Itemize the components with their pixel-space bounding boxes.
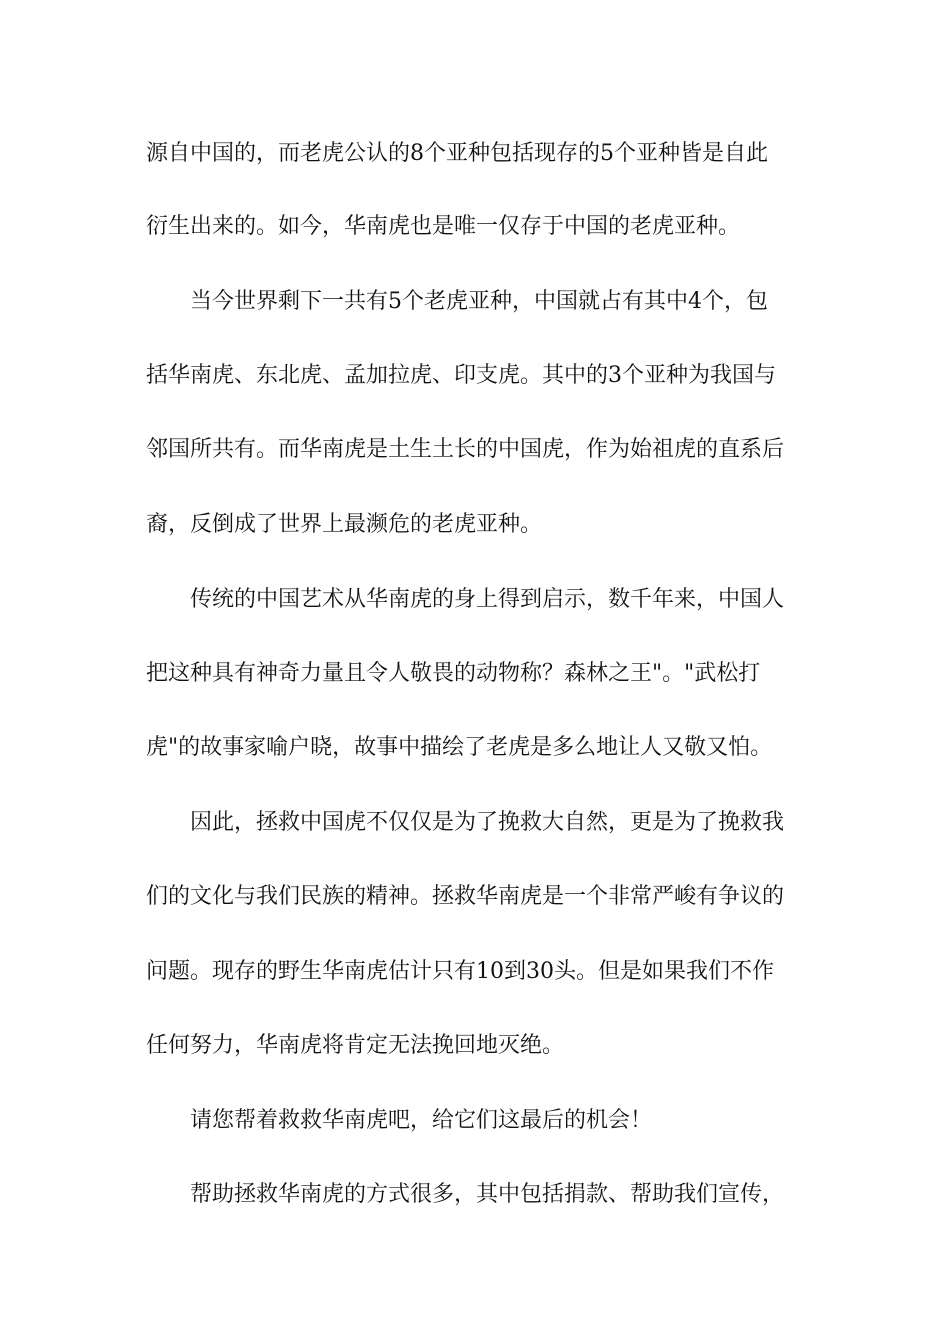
text-line: 裔，反倒成了世界上最濒危的老虎亚种。	[146, 512, 543, 537]
text-line: 衍生出来的。如今，华南虎也是唯一仅存于中国的老虎亚种。	[146, 214, 741, 239]
text-line: 当今世界剩下一共有5个老虎亚种，中国就占有其中4个，包	[190, 289, 768, 314]
text-line: 帮助拯救华南虎的方式很多，其中包括捐款、帮助我们宣传，	[190, 1182, 785, 1207]
text-line: 虎"的故事家喻户晓，故事中描绘了老虎是多么地让人又敬又怕。	[146, 735, 773, 760]
text-line: 邻国所共有。而华南虎是土生土长的中国虎，作为始祖虎的直系后	[146, 437, 785, 462]
text-line: 括华南虎、东北虎、孟加拉虎、印支虎。其中的3个亚种为我国与	[146, 363, 776, 388]
text-line: 任何努力，华南虎将肯定无法挽回地灭绝。	[146, 1033, 565, 1058]
text-line: 问题。现存的野生华南虎估计只有10到30头。但是如果我们不作	[146, 959, 774, 984]
text-line: 因此，拯救中国虎不仅仅是为了挽救大自然，更是为了挽救我	[190, 810, 785, 835]
text-line: 传统的中国艺术从华南虎的身上得到启示，数千年来，中国人	[190, 587, 785, 612]
text-line: 源自中国的，而老虎公认的8个亚种包括现存的5个亚种皆是自此	[146, 141, 768, 166]
text-line: 请您帮着救救华南虎吧，给它们这最后的机会！	[190, 1108, 653, 1133]
text-line: 把这种具有神奇力量且令人敬畏的动物称？森林之王"。"武松打	[146, 661, 761, 686]
text-line: 们的文化与我们民族的精神。拯救华南虎是一个非常严峻有争议的	[146, 884, 785, 909]
